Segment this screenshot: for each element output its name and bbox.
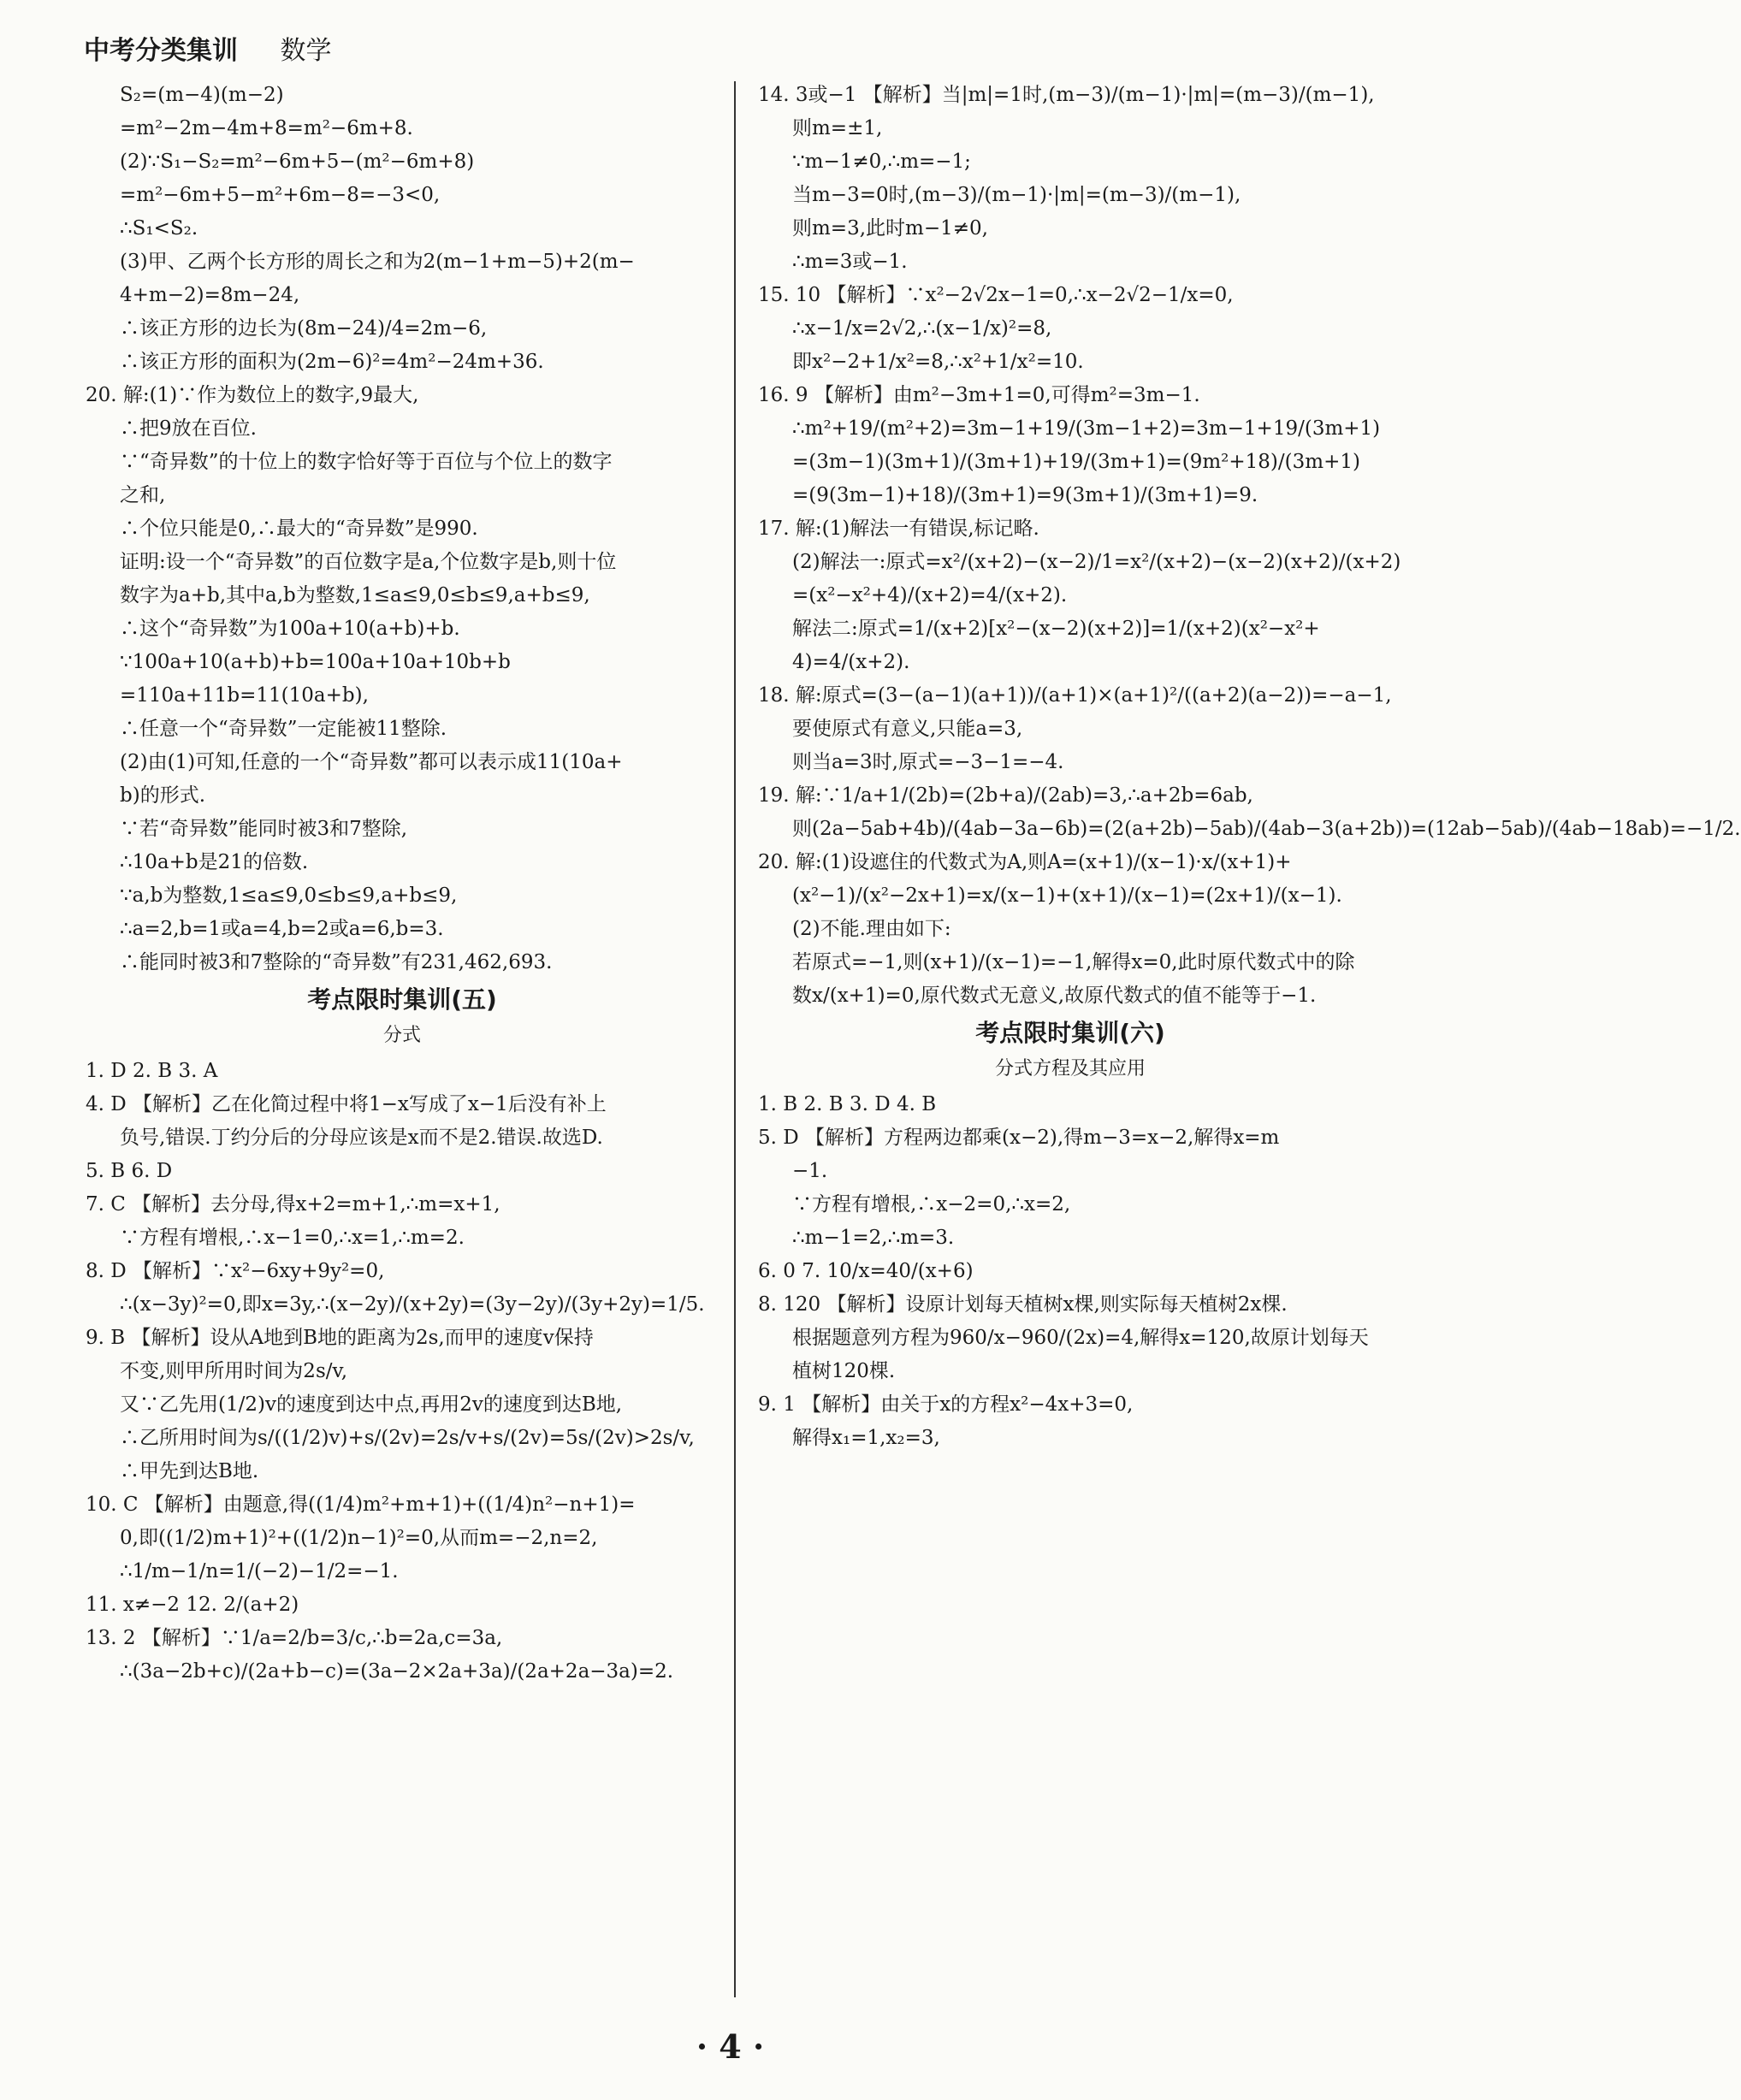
answer-line: ∴乙所用时间为s/((1/2)v)+s/(2v)=2s/v+s/(2v)=5s/(2v)>2s/v, xyxy=(120,1427,695,1449)
answer-line: (2)不能.理由如下: xyxy=(792,918,951,940)
answer-line: ∵若“奇异数”能同时被3和7整除, xyxy=(120,818,408,840)
page-header xyxy=(84,29,332,67)
answer-line: 9. 1 【解析】由关于x的方程x²−4x+3=0, xyxy=(758,1393,1134,1416)
answer-line: ∴m−1=2,∴m=3. xyxy=(792,1227,955,1249)
answer-line: (2)由(1)可知,任意的一个“奇异数”都可以表示成11(10a+ xyxy=(120,751,623,773)
answer-line: 4+m−2)=8m−24, xyxy=(120,284,300,306)
answer-line: =m²−6m+5−m²+6m−8=−3<0, xyxy=(120,184,441,206)
answer-line: 4. D 【解析】乙在化简过程中将1−x写成了x−1后没有补上 xyxy=(86,1093,607,1115)
answer-line: =(3m−1)(3m+1)/(3m+1)+19/(3m+1)=(9m²+18)/(3m+1) xyxy=(792,451,1360,473)
answer-line: ∴a=2,b=1或a=4,b=2或a=6,b=3. xyxy=(120,918,444,940)
answer-line: 13. 2 【解析】∵1/a=2/b=3/c,∴b=2a,c=3a, xyxy=(86,1627,503,1649)
answer-line: (2)∵S₁−S₂=m²−6m+5−(m²−6m+8) xyxy=(120,151,475,173)
subject-label: 数学 xyxy=(280,36,332,66)
answer-line: ∵m−1≠0,∴m=−1; xyxy=(792,151,971,173)
answer-line: 当m−3=0时,(m−3)/(m−1)·|m|=(m−3)/(m−1), xyxy=(792,184,1241,206)
answer-line: ∴这个“奇异数”为100a+10(a+b)+b. xyxy=(120,618,460,640)
answer-line: −1. xyxy=(792,1160,828,1182)
answer-line: 1. B 2. B 3. D 4. B xyxy=(758,1093,937,1115)
answer-line: 即x²−2+1/x²=8,∴x²+1/x²=10. xyxy=(792,351,1084,373)
answer-line: 植树120棵. xyxy=(792,1360,896,1382)
answer-line: 则m=3,此时m−1≠0, xyxy=(792,217,988,240)
answer-line: 则(2a−5ab+4b)/(4ab−3a−6b)=(2(a+2b)−5ab)/(4ab−3(a+2b))=(12ab−5ab)/(4ab−18ab)=−1/2. xyxy=(792,818,1741,840)
answer-line: 7. C 【解析】去分母,得x+2=m+1,∴m=x+1, xyxy=(86,1193,500,1216)
answer-line: 解法二:原式=1/(x+2)[x²−(x−2)(x+2)]=1/(x+2)(x²−x²+ xyxy=(792,618,1320,640)
answer-line: ∴该正方形的边长为(8m−24)/4=2m−6, xyxy=(120,317,488,340)
answer-line: ∵a,b为整数,1≤a≤9,0≤b≤9,a+b≤9, xyxy=(120,884,458,907)
page-number: · 4 · xyxy=(696,2027,765,2066)
section-subtitle: 分式方程及其应用 xyxy=(994,1058,1146,1080)
answer-line: ∴m=3或−1. xyxy=(792,251,908,273)
book-title: 中考分类集训 xyxy=(84,36,238,66)
answer-line: 20. 解:(1)设遮住的代数式为A,则A=(x+1)/(x−1)·x/(x+1)+ xyxy=(758,851,1292,873)
answer-line: 17. 解:(1)解法一有错误,标记略. xyxy=(758,518,1039,540)
answer-line: 5. D 【解析】方程两边都乘(x−2),得m−3=x−2,解得x=m xyxy=(758,1127,1280,1149)
left-column xyxy=(86,79,719,1689)
answer-line: S₂=(m−4)(m−2) xyxy=(120,84,284,106)
answer-line: 15. 10 【解析】∵x²−2√2x−1=0,∴x−2√2−1/x=0, xyxy=(758,284,1234,306)
answer-line: 8. D 【解析】∵x²−6xy+9y²=0, xyxy=(86,1260,385,1282)
answer-line: 4)=4/(x+2). xyxy=(792,651,910,673)
answer-line: 19. 解:∵1/a+1/(2b)=(2b+a)/(2ab)=3,∴a+2b=6ab, xyxy=(758,784,1253,807)
answer-line: 16. 9 【解析】由m²−3m+1=0,可得m²=3m−1. xyxy=(758,384,1200,406)
answer-line: 20. 解:(1)∵作为数位上的数字,9最大, xyxy=(86,384,419,406)
section-heading: 考点限时集训(六) xyxy=(975,1019,1165,1047)
answer-line: ∵100a+10(a+b)+b=100a+10a+10b+b xyxy=(120,651,511,673)
answer-line: =(9(3m−1)+18)/(3m+1)=9(3m+1)/(3m+1)=9. xyxy=(792,484,1258,506)
answer-line: ∴x−1/x=2√2,∴(x−1/x)²=8, xyxy=(792,317,1052,340)
right-column xyxy=(758,79,1741,1455)
answer-line: 8. 120 【解析】设原计划每天植树x棵,则实际每天植树2x棵. xyxy=(758,1293,1288,1316)
column-divider xyxy=(734,81,736,1997)
answer-line: ∴能同时被3和7整除的“奇异数”有231,462,693. xyxy=(120,951,553,973)
answer-line: 9. B 【解析】设从A地到B地的距离为2s,而甲的速度v保持 xyxy=(86,1327,594,1349)
answer-line: 10. C 【解析】由题意,得((1/4)m²+m+1)+((1/4)n²−n+1)= xyxy=(86,1494,636,1516)
answer-line: ∴10a+b是21的倍数. xyxy=(120,851,309,873)
answer-line: 又∵乙先用(1/2)v的速度到达中点,再用2v的速度到达B地, xyxy=(120,1393,623,1416)
answer-line: 5. B 6. D xyxy=(86,1160,173,1182)
answer-line: 数x/(x+1)=0,原代数式无意义,故原代数式的值不能等于−1. xyxy=(792,985,1317,1007)
answer-line: ∴该正方形的面积为(2m−6)²=4m²−24m+36. xyxy=(120,351,544,373)
answer-line: ∵方程有增根,∴x−1=0,∴x=1,∴m=2. xyxy=(120,1227,465,1249)
answer-line: 14. 3或−1 【解析】当|m|=1时,(m−3)/(m−1)·|m|=(m−3)/(m−1), xyxy=(758,84,1375,106)
answer-line: ∴甲先到达B地. xyxy=(120,1460,259,1482)
answer-line: 负号,错误.丁约分后的分母应该是x而不是2.错误.故选D. xyxy=(120,1127,603,1149)
answer-line: ∴个位只能是0,∴最大的“奇异数”是990. xyxy=(120,518,478,540)
answer-line: (x²−1)/(x²−2x+1)=x/(x−1)+(x+1)/(x−1)=(2x+1)/(x−1). xyxy=(792,884,1342,907)
answer-line: ∴1/m−1/n=1/(−2)−1/2=−1. xyxy=(120,1560,399,1582)
answer-line: b)的形式. xyxy=(120,784,206,807)
answer-line: ∴S₁<S₂. xyxy=(120,217,198,240)
answer-line: ∴m²+19/(m²+2)=3m−1+19/(3m−1+2)=3m−1+19/(3m+1) xyxy=(792,417,1381,440)
answer-line: 根据题意列方程为960/x−960/(2x)=4,解得x=120,故原计划每天 xyxy=(792,1327,1369,1349)
answer-line: 证明:设一个“奇异数”的百位数字是a,个位数字是b,则十位 xyxy=(120,551,617,573)
answer-line: (3)甲、乙两个长方形的周长之和为2(m−1+m−5)+2(m− xyxy=(120,251,635,273)
answer-line: 不变,则甲所用时间为2s/v, xyxy=(120,1360,348,1382)
answer-line: ∴(x−3y)²=0,即x=3y,∴(x−2y)/(x+2y)=(3y−2y)/(3y+2y)=1/5. xyxy=(120,1293,705,1316)
answer-line: ∴任意一个“奇异数”一定能被11整除. xyxy=(120,718,447,740)
answer-line: =110a+11b=11(10a+b), xyxy=(120,684,369,707)
answer-line: 数字为a+b,其中a,b为整数,1≤a≤9,0≤b≤9,a+b≤9, xyxy=(120,584,590,606)
answer-line: 则m=±1, xyxy=(792,117,883,139)
answer-line: 则当a=3时,原式=−3−1=−4. xyxy=(792,751,1064,773)
section-heading: 考点限时集训(五) xyxy=(307,985,497,1014)
answer-line: ∵“奇异数”的十位上的数字恰好等于百位与个位上的数字 xyxy=(120,451,613,473)
answer-line: =m²−2m−4m+8=m²−6m+8. xyxy=(120,117,413,139)
answer-line: 6. 0 7. 10/x=40/(x+6) xyxy=(758,1260,974,1282)
answer-line: 18. 解:原式=(3−(a−1)(a+1))/(a+1)×(a+1)²/((a+2)(a−2))=−a−1, xyxy=(758,684,1392,707)
section-subtitle: 分式 xyxy=(382,1025,421,1046)
answer-line: (2)解法一:原式=x²/(x+2)−(x−2)/1=x²/(x+2)−(x−2)(x+2)/(x+2) xyxy=(792,551,1401,573)
answer-line: 0,即((1/2)m+1)²+((1/2)n−1)²=0,从而m=−2,n=2, xyxy=(120,1527,598,1549)
answer-line: ∴把9放在百位. xyxy=(120,417,257,440)
answer-line: =(x²−x²+4)/(x+2)=4/(x+2). xyxy=(792,584,1068,606)
answer-line: 11. x≠−2 12. 2/(a+2) xyxy=(86,1594,299,1616)
answer-line: 解得x₁=1,x₂=3, xyxy=(792,1427,940,1449)
answer-line: 若原式=−1,则(x+1)/(x−1)=−1,解得x=0,此时原代数式中的除 xyxy=(792,951,1355,973)
answer-line: 要使原式有意义,只能a=3, xyxy=(792,718,1023,740)
answer-line: 之和, xyxy=(120,484,166,506)
answer-line: ∴(3a−2b+c)/(2a+b−c)=(3a−2×2a+3a)/(2a+2a−3a)=2. xyxy=(120,1660,674,1683)
answer-line: 1. D 2. B 3. A xyxy=(86,1060,218,1082)
answer-line: ∵方程有增根,∴x−2=0,∴x=2, xyxy=(792,1193,1071,1216)
